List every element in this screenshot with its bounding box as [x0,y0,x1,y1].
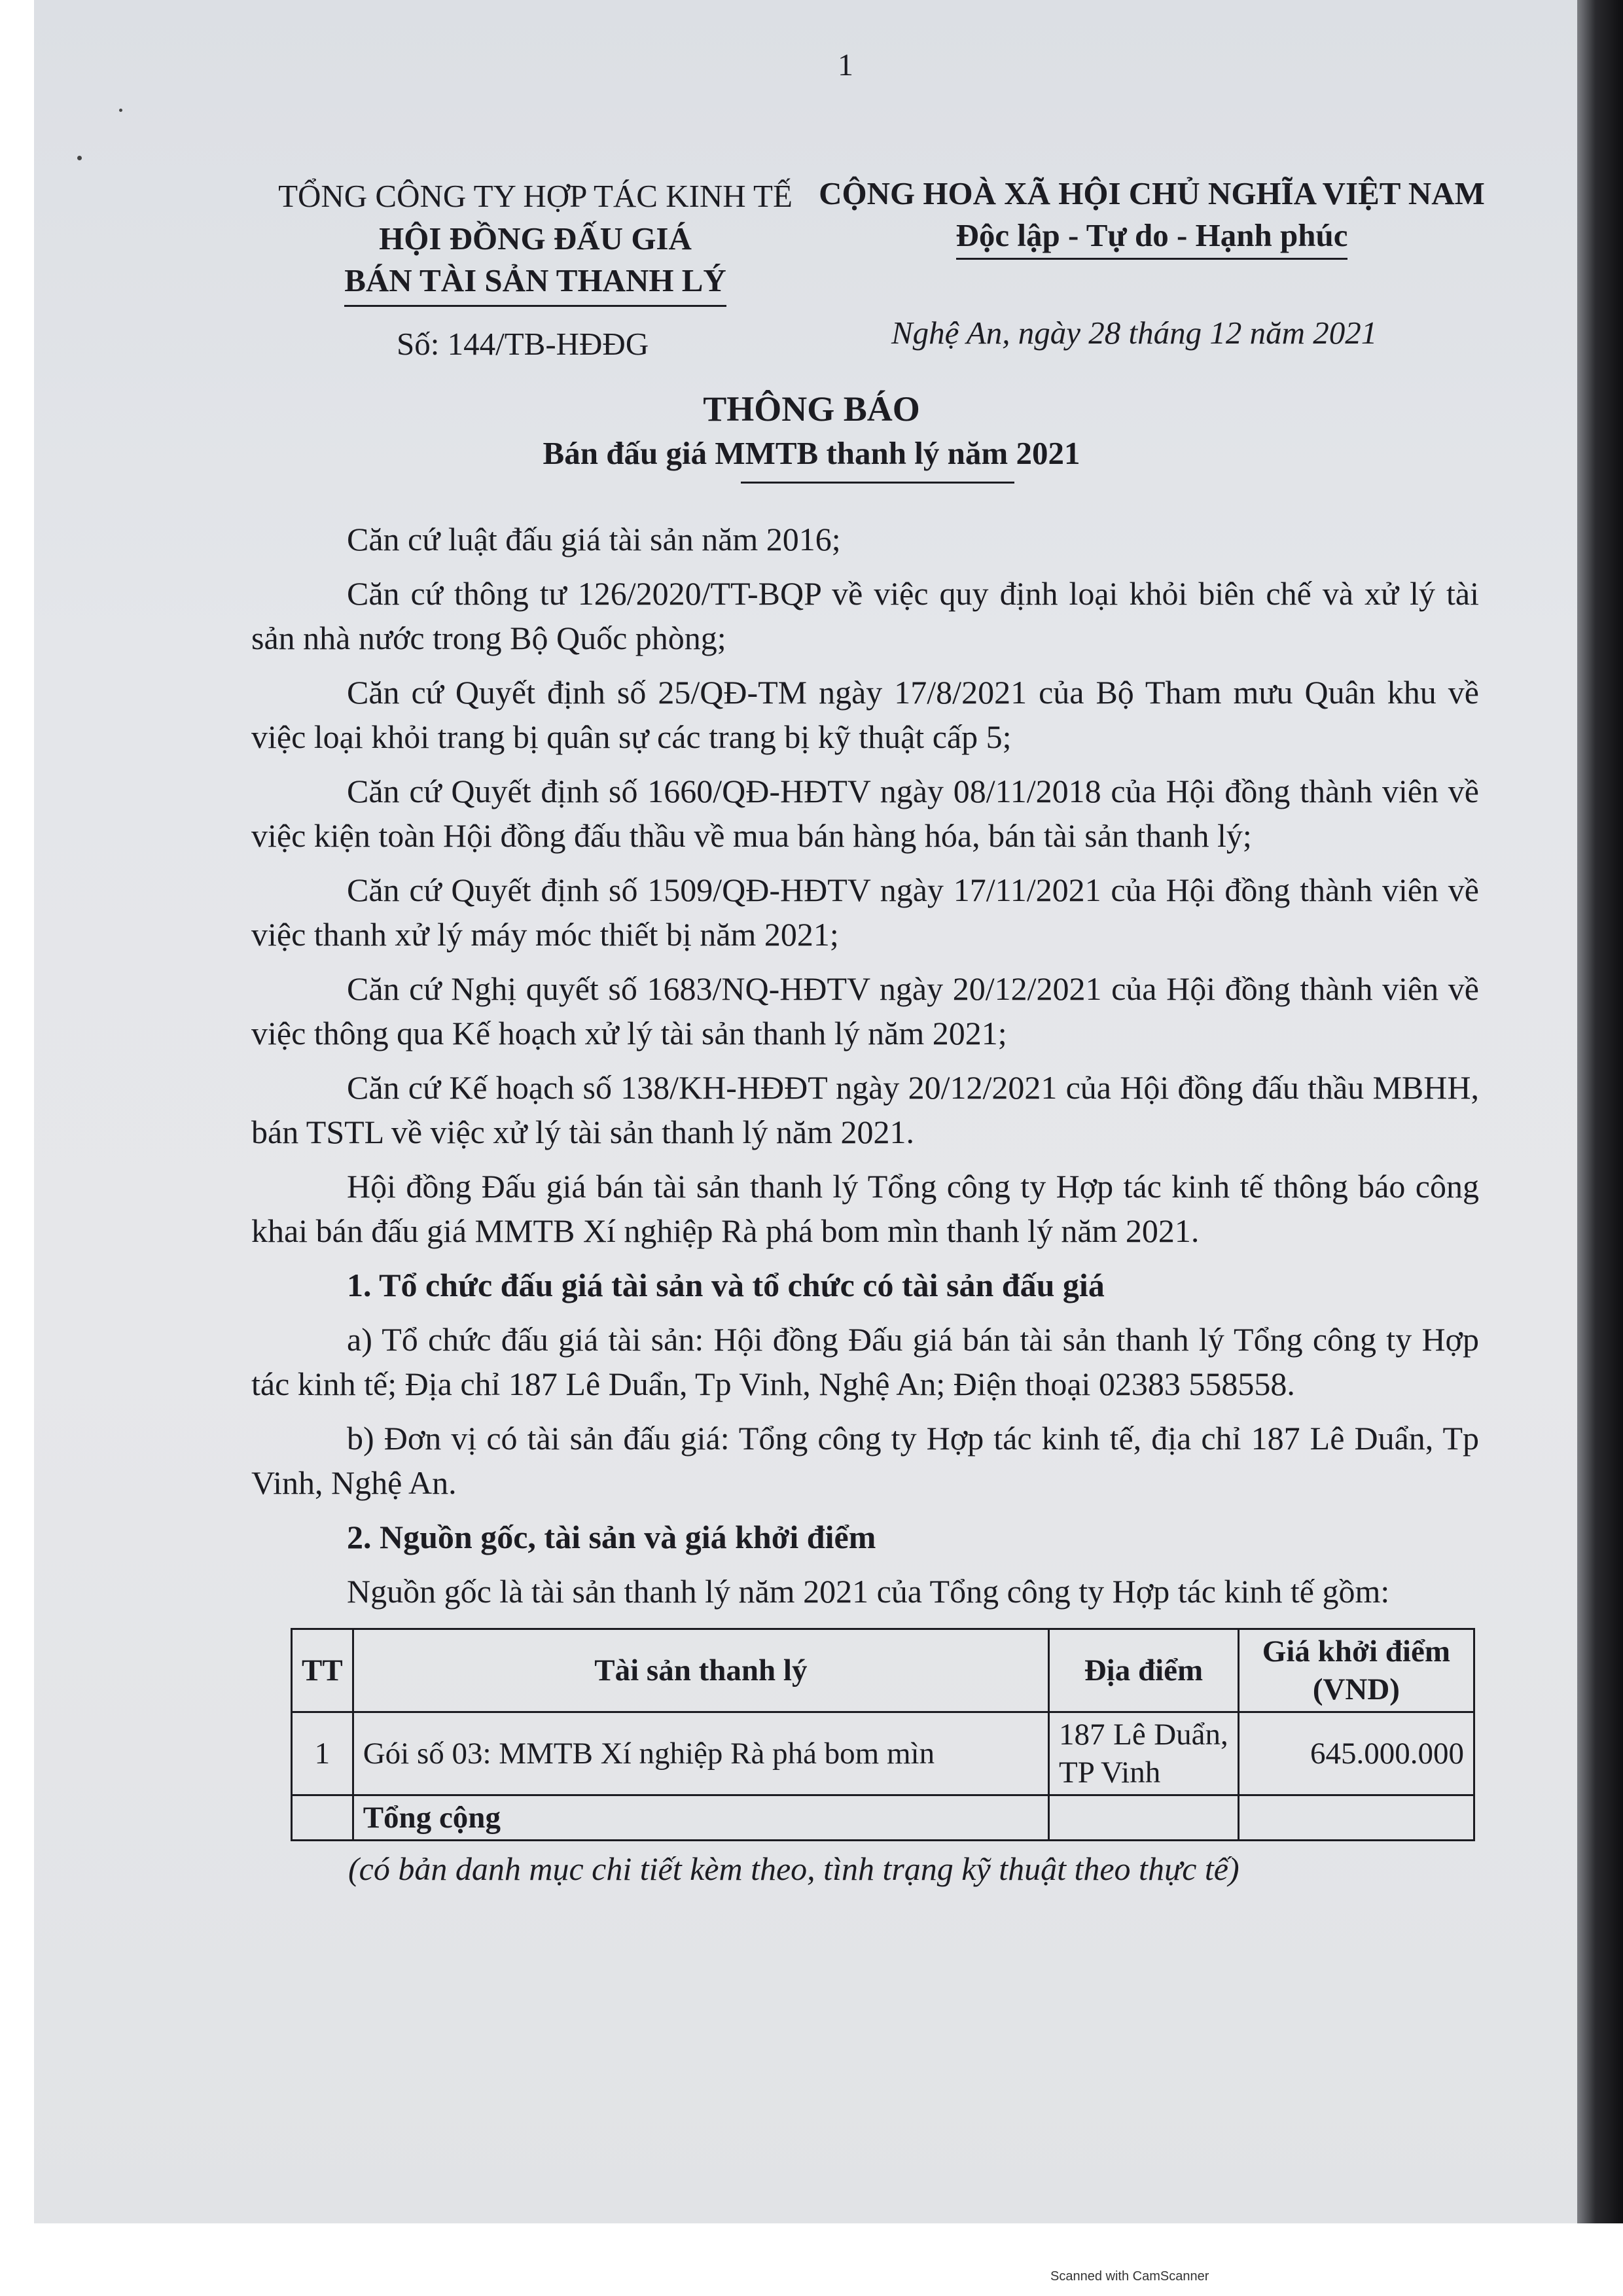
nation-name: CỘNG HOÀ XÃ HỘI CHỦ NGHĨA VIỆT NAM [819,175,1485,211]
table-total-row [292,1795,1474,1841]
document-number: Số: 144/TB-HĐĐG [397,326,649,362]
scan-speck [119,109,122,112]
title-underline [741,482,1014,484]
scan-speck [77,156,82,160]
nation-motto: Độc lập - Tự do - Hạnh phúc [956,215,1348,260]
page-number: 1 [838,48,853,82]
legal-basis-3: Căn cứ Quyết định số 25/QĐ-TM ngày 17/8/2021 của Bộ Tham mưu Quân khu về việc loại khỏi trang bị quân sự các trang bị kỹ thuật cấp 5; [251,674,1479,755]
scan-edge-shadow [1577,0,1623,2223]
legal-basis-4: Căn cứ Quyết định số 1660/QĐ-HĐTV ngày 08/11/2018 của Hội đồng thành viên về việc kiện toàn Hội đồng đấu thầu về mua bán hàng hóa, bán tài sản thanh lý; [251,773,1479,854]
document-body [251,517,1479,1901]
cell-total-tt [292,1795,353,1841]
legal-basis-2: Căn cứ thông tư 126/2020/TT-BQP về việc quy định loại khỏi biên chế và xử lý tài sản nhà nước trong Bộ Quốc phòng; [251,575,1479,656]
issuer-org: TỔNG CÔNG TY HỢP TÁC KINH TẾ [278,178,793,214]
issuer-header [254,175,817,307]
legal-basis-7: Căn cứ Kế hoạch số 138/KH-HĐĐT ngày 20/12/2021 của Hội đồng đấu thầu MBHH, bán TSTL về việc xử lý tài sản thanh lý năm 2021. [251,1069,1479,1150]
national-header [815,173,1489,260]
section-1-heading: 1. Tổ chức đấu giá tài sản và tổ chức có tài sản đấu giá [347,1267,1105,1303]
header-place: Địa điểm [1049,1629,1239,1712]
legal-basis-5: Căn cứ Quyết định số 1509/QĐ-HĐTV ngày 17/11/2021 của Hội đồng thành viên về việc thanh xử lý máy móc thiết bị năm 2021; [251,872,1479,953]
cell-total-price [1238,1795,1474,1841]
document-subtitle: Bán đấu giá MMTB thanh lý năm 2021 [543,435,1080,471]
table-header-row [292,1629,1474,1712]
table-note: (có bản danh mục chi tiết kèm theo, tình trạng kỹ thuật theo thực tế) [348,1850,1240,1887]
section-2-heading: 2. Nguồn gốc, tài sản và giá khởi điểm [347,1519,876,1555]
document-title: THÔNG BÁO [703,389,920,429]
header-asset: Tài sản thanh lý [353,1629,1048,1712]
cell-total-place [1049,1795,1239,1841]
asset-table [291,1628,1475,1841]
table-row [292,1712,1474,1795]
legal-basis-6: Căn cứ Nghị quyết số 1683/NQ-HĐTV ngày 20/12/2021 của Hội đồng thành viên về việc thông qua Kế hoạch xử lý tài sản thanh lý năm 2021; [251,970,1479,1051]
announcement-paragraph: Hội đồng Đấu giá bán tài sản thanh lý Tổng công ty Hợp tác kinh tế thông báo công khai bán đấu giá MMTB Xí nghiệp Rà phá bom mìn thanh lý năm 2021. [251,1168,1479,1249]
cell-place: 187 Lê Duẩn, TP Vinh [1049,1712,1239,1795]
cell-asset: Gói số 03: MMTB Xí nghiệp Rà phá bom mìn [353,1712,1048,1795]
section-1a: a) Tổ chức đấu giá tài sản: Hội đồng Đấu giá bán tài sản thanh lý Tổng công ty Hợp tác kinh tế; Địa chỉ 187 Lê Duẩn, Tp Vinh, Nghệ An; Điện thoại 02383 558558. [251,1321,1479,1402]
bottom-margin [0,2223,1623,2296]
section-2-intro: Nguồn gốc là tài sản thanh lý năm 2021 của Tổng công ty Hợp tác kinh tế gồm: [347,1573,1390,1610]
header-price: Giá khởi điểm (VND) [1238,1629,1474,1712]
cell-tt: 1 [292,1712,353,1795]
scanner-watermark: Scanned with CamScanner [1050,2269,1209,2284]
legal-basis-1: Căn cứ luật đấu giá tài sản năm 2016; [347,521,841,557]
cell-price: 645.000.000 [1238,1712,1474,1795]
header-tt: TT [292,1629,353,1712]
cell-total-label: Tổng cộng [353,1795,1048,1841]
issuer-council-purpose: BÁN TÀI SẢN THANH LÝ [344,260,726,307]
section-1b: b) Đơn vị có tài sản đấu giá: Tổng công ty Hợp tác kinh tế, địa chỉ 187 Lê Duẩn, Tp Vinh, Nghệ An. [251,1420,1479,1501]
issuer-council: HỘI ĐỒNG ĐẤU GIÁ [379,220,692,256]
place-date: Nghệ An, ngày 28 tháng 12 năm 2021 [891,315,1378,351]
